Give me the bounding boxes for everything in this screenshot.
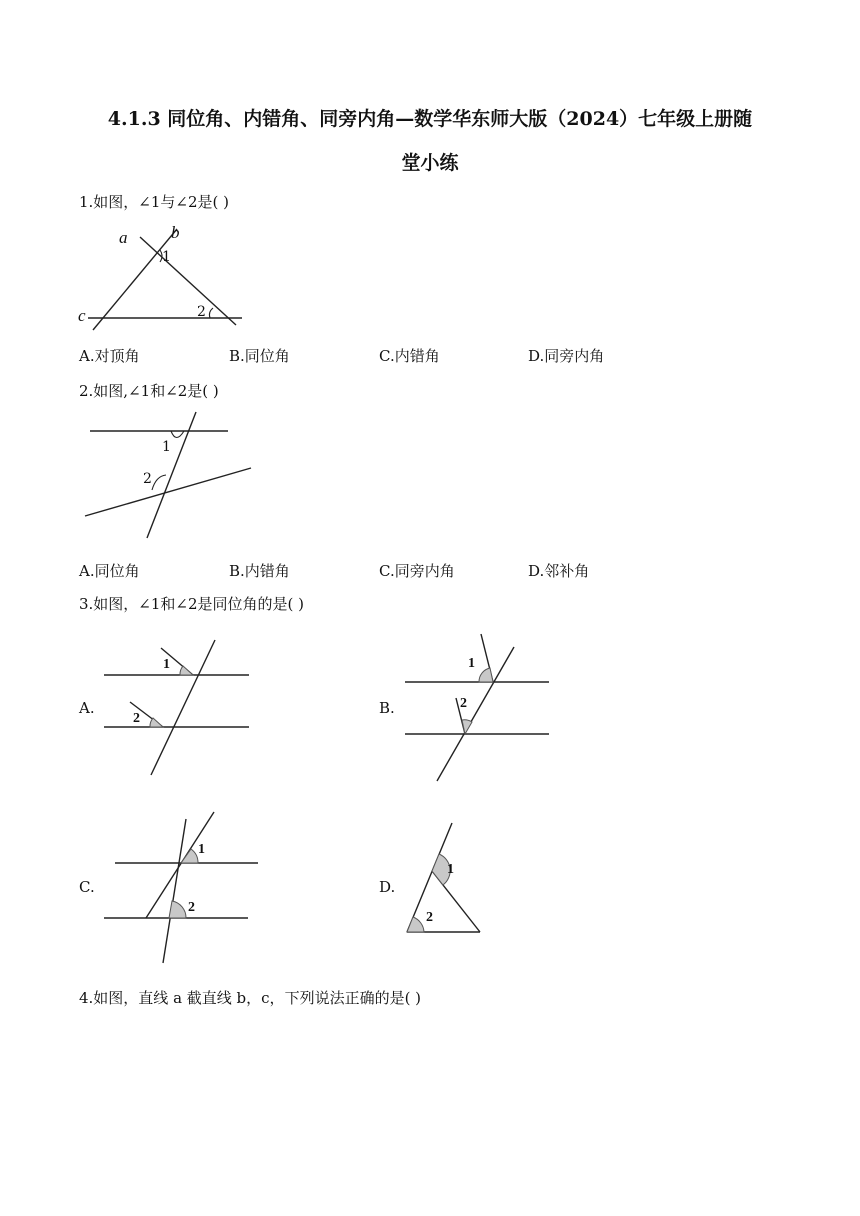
q1-option-d[interactable]: D.同旁内角 xyxy=(528,347,605,365)
label-angle-1: 1 xyxy=(468,656,475,671)
label-angle-2: 2 xyxy=(197,304,206,320)
q3-option-a[interactable]: A. xyxy=(79,699,95,717)
label-a: a xyxy=(119,228,128,247)
label-angle-1: 1 xyxy=(163,657,170,672)
page-title-line2: 堂小练 xyxy=(401,152,459,174)
q3-option-b[interactable]: B. xyxy=(379,699,395,717)
question-3-stem: 3.如图，∠1和∠2是同位角的是( ) xyxy=(79,595,305,613)
q2-option-a[interactable]: A.同位角 xyxy=(79,562,140,580)
label-angle-2: 2 xyxy=(143,471,152,487)
q2-option-c[interactable]: C.同旁内角 xyxy=(379,562,455,580)
label-angle-1: 1 xyxy=(162,249,171,265)
q1-option-c[interactable]: C.内错角 xyxy=(379,347,440,365)
q3-option-d[interactable]: D. xyxy=(379,878,396,896)
label-angle-1: 1 xyxy=(198,842,205,857)
q2-option-b[interactable]: B.内错角 xyxy=(229,562,290,580)
question-2-stem: 2.如图,∠1和∠2是( ) xyxy=(79,382,219,400)
angle-2-arc xyxy=(407,917,424,932)
label-angle-2: 2 xyxy=(133,711,140,726)
q2-option-d[interactable]: D.邻补角 xyxy=(528,562,590,580)
label-c: c xyxy=(78,306,86,325)
q3-option-c[interactable]: C. xyxy=(79,878,95,896)
question-4-stem: 4.如图，直线 a 截直线 b，c，下列说法正确的是( ) xyxy=(79,989,422,1007)
q1-option-a[interactable]: A.对顶角 xyxy=(79,347,140,365)
label-b: b xyxy=(171,223,180,242)
q1-option-b[interactable]: B.同位角 xyxy=(229,347,290,365)
label-angle-1: 1 xyxy=(162,439,171,455)
question-1-stem: 1.如图，∠1与∠2是( ) xyxy=(79,193,230,211)
label-angle-2: 2 xyxy=(426,910,433,925)
label-angle-1: 1 xyxy=(447,862,454,877)
label-angle-2: 2 xyxy=(188,900,195,915)
page-title-line1: 4.1.3 同位角、内错角、同旁内角—数学华东师大版（2024）七年级上册随 xyxy=(107,108,753,130)
label-angle-2: 2 xyxy=(460,696,467,711)
